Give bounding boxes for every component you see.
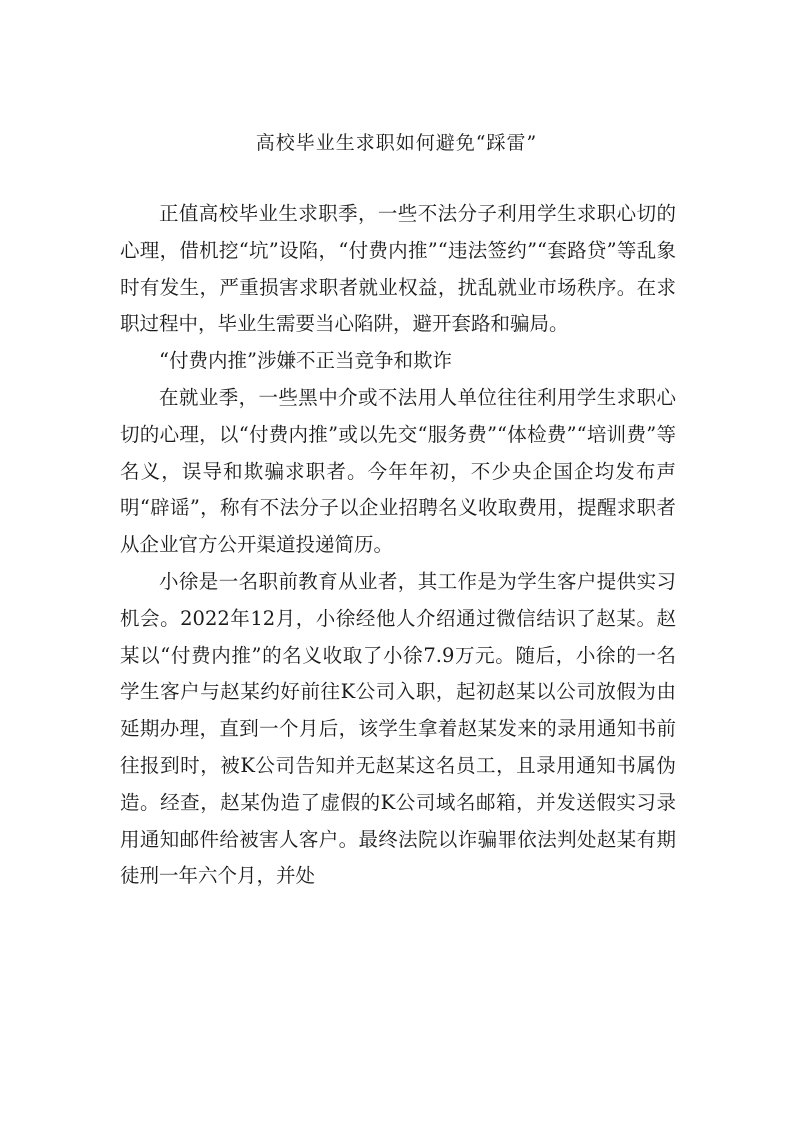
document-body: [120, 196, 676, 895]
document-title: 高校毕业生求职如何避免“踩雷”: [255, 132, 538, 154]
section-heading: “付费内推”涉嫌不正当竞争和欺诈: [159, 349, 452, 373]
paragraph-case-xiaoxu: 小徐是一名职前教育从业者，其工作是为学生客户提供实习机会。2022年12月，小徐经他人介绍通过微信结识了赵某。赵某以“付费内推”的名义收取了小徐7.9万元。随后，小徐的一名学生客户与赵某约好前往K公司入职，起初赵某以公司放假为由延期办理，直到一个月后，该学生拿着赵某发来的录用通知书前往报到时，被K公司告知并无赵某这名员工，且录用通知书属伪造。经查，赵某伪造了虚假的K公司域名邮箱，并发送假实习录用通知邮件给被害人客户。最终法院以诈骗罪依法判处赵某有期徒刑一年六个月，并处: [120, 569, 676, 888]
paragraph-intro: 正值高校毕业生求职季，一些不法分子利用学生求职心切的心理，借机挖“坑”设陷，“付费内推”“违法签约”“套路贷”等乱象时有发生，严重损害求职者就业权益，扰乱就业市场秩序。在求职过程中，毕业生需要当心陷阱，避开套路和骗局。: [120, 202, 676, 336]
paragraph-employment-season: 在就业季，一些黑中介或不法用人单位往往利用学生求职心切的心理，以“付费内推”或以先交“服务费”“体检费”“培训费”等名义，误导和欺骗求职者。今年年初，不少央企国企均发布声明“辟谣”，称有不法分子以企业招聘名义收取费用，提醒求职者从企业官方公开渠道投递简历。: [120, 385, 676, 557]
